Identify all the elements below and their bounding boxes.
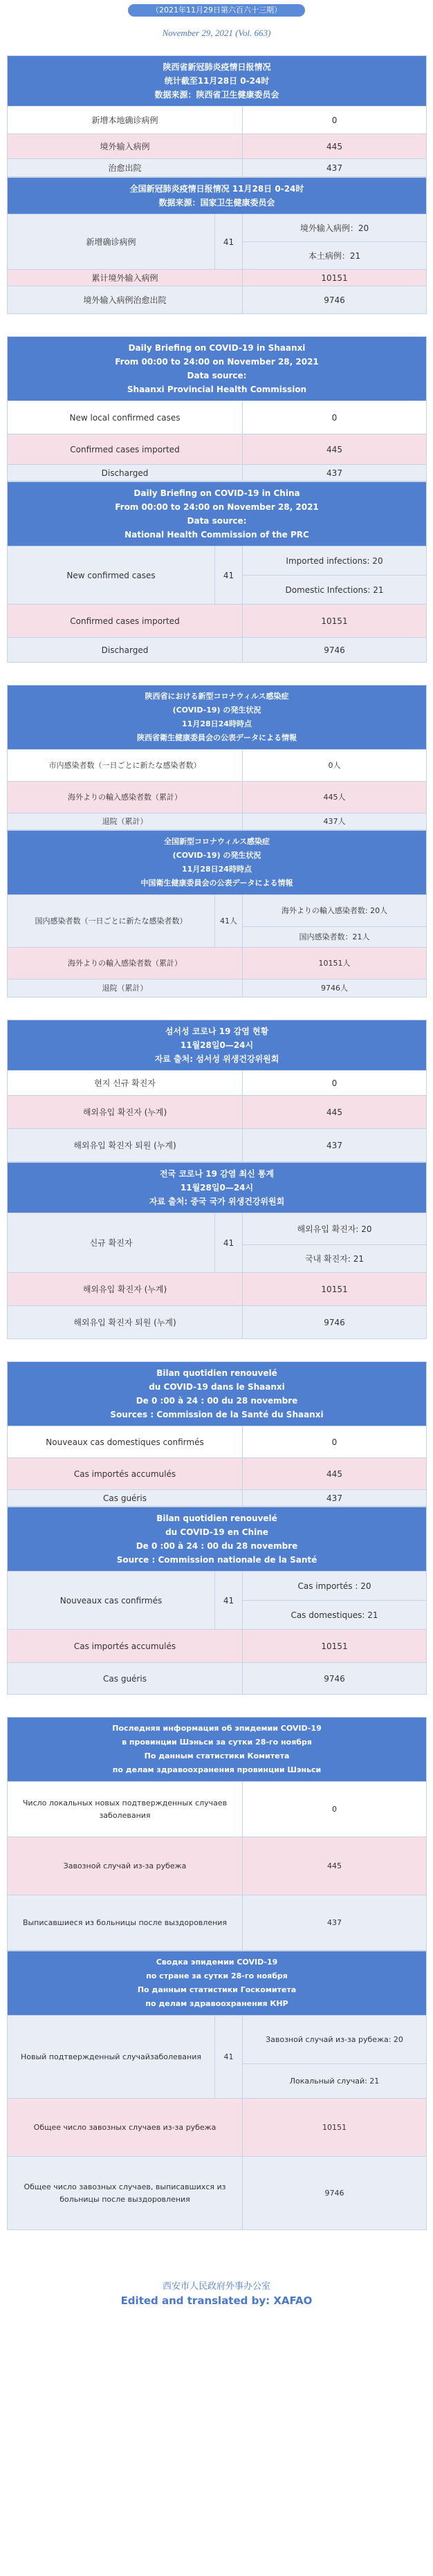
row-sub: Cas importés : 20 [243, 1572, 427, 1601]
row-label: Cas importés accumulés [8, 1458, 243, 1490]
row-label: 新增本地确诊病例 [8, 107, 243, 134]
row-value: 437 [243, 159, 427, 177]
row-sub: 国内感染者数：21人 [243, 927, 427, 948]
row-value: 10151 [243, 605, 427, 638]
table-header: Последняя информация об эпидемии COVID-19 в провинции Шэньси за сутки 28-го ноября По данным статистики Комитета по делам здравоохранения провинции Шэньси [8, 1718, 427, 1782]
row-sub: Cas domestiques: 21 [243, 1601, 427, 1630]
row-label: Confirmed cases imported [8, 605, 243, 638]
row-label: 해외유입 확진자 (누계) [8, 1273, 243, 1306]
row-value: 437 [243, 1490, 427, 1507]
row-value: 10151人 [243, 948, 427, 979]
row-label: 海外よりの輸入感染者数（累計） [8, 948, 243, 979]
row-sub: 海外よりの輸入感染者数: 20人 [243, 895, 427, 927]
table-header: 全国新型コロナウィルス感染症 (COVID-19) の発生状況 11月28日24時時点 中国衛生健康委員会の公表データによる情報 [8, 831, 427, 895]
china-table-fr [7, 1507, 427, 1695]
row-value: 9746 [243, 286, 427, 314]
shaanxi-table-en [7, 336, 427, 481]
row-label: 境外输入病例治愈出院 [8, 286, 243, 314]
shaanxi-table-ru [7, 1717, 427, 1951]
row-label: Общее число завозных случаев из-за рубежа [8, 2099, 243, 2157]
table-header: Daily Briefing on COVID-19 in Shaanxi From 00:00 to 24:00 on November 28, 2021 Data source: Shaanxi Provincial Health Commission [8, 337, 427, 401]
table-header: Daily Briefing on COVID-19 in China From 00:00 to 24:00 on November 28, 2021 Data source: National Health Commission of the PRC [8, 482, 427, 546]
footer-org: 西安市人民政府外事办公室 [162, 2281, 270, 2292]
row-value: 437人 [243, 813, 427, 830]
row-label: 해외유입 확진자 퇴원 (누계) [8, 1129, 243, 1162]
header [0, 0, 433, 55]
shaanxi-table-zh [7, 55, 427, 177]
row-value: 445 [243, 434, 427, 465]
row-label: Nouveaux cas confirmés [8, 1572, 215, 1630]
row-label: Число локальных новых подтвержденных случаев заболевания [8, 1782, 243, 1837]
section-english [7, 336, 426, 663]
table-header: 陕西省新冠肺炎疫情日报情况 统计截至11月28日 0-24时 数据来源：陕西省卫生健康委员会 [8, 56, 427, 107]
row-value: 0 [243, 1782, 427, 1837]
row-sub: 국내 확진자: 21 [243, 1245, 427, 1273]
row-label: New confirmed cases [8, 546, 215, 605]
row-total: 41 [215, 214, 243, 270]
china-table-en [7, 481, 427, 663]
row-sub: 境外输入病例：20 [243, 214, 427, 242]
row-value: 9746 [243, 1306, 427, 1339]
table-header: 전국 코로나 19 감염 최신 통계 11월28일0—24시 자료 출처: 중국 국가 위생건강위원회 [8, 1163, 427, 1213]
china-table-ja [7, 830, 427, 997]
row-label: Discharged [8, 465, 243, 481]
row-label: 해외유입 확진자 (누계) [8, 1096, 243, 1129]
row-total: 41 [215, 2016, 243, 2099]
shaanxi-table-ko [7, 1020, 427, 1162]
row-label: Cas guéris [8, 1663, 243, 1695]
table-header: Bilan quotidien renouvelé du COVID-19 dans le Shaanxi De 0 :00 à 24 : 00 du 28 novembre Sources : Commission de la Santé du Shaanxi [8, 1362, 427, 1426]
china-table-ru [7, 1951, 427, 2230]
row-value: 437 [243, 1895, 427, 1951]
row-label: 신규 확진자 [8, 1213, 215, 1273]
row-label: 新增确诊病例 [8, 214, 215, 270]
issue-date-badge: （2021年11月29日第六百六十三期） [128, 4, 305, 17]
row-label: Cas importés accumulés [8, 1630, 243, 1663]
row-label: 境外输入病例 [8, 134, 243, 159]
table-header: 섬서성 코로나 19 감염 현황 11월28일0—24시 자료 출처: 섬서성 위생건강위원회 [8, 1020, 427, 1071]
row-label: New local confirmed cases [8, 401, 243, 434]
row-value: 445 [243, 1837, 427, 1895]
section-japanese [7, 685, 426, 997]
row-label: 海外よりの輸入感染者数（累計） [8, 782, 243, 813]
row-sub: 本土病例：21 [243, 242, 427, 270]
row-label: 현지 신규 확진자 [8, 1071, 243, 1096]
row-sub: 해외유입 확진자: 20 [243, 1213, 427, 1245]
row-value: 0 [243, 1426, 427, 1458]
section-french [7, 1361, 426, 1695]
table-header: Bilan quotidien renouvelé du COVID-19 en Chine De 0 :00 à 24 : 00 du 28 novembre Source : Commission nationale de la Santé [8, 1507, 427, 1572]
section-korean [7, 1020, 426, 1339]
row-value: 445 [243, 1458, 427, 1490]
section-russian [7, 1717, 426, 2230]
row-value: 0 [243, 401, 427, 434]
footer-credit: Edited and translated by: XAFAO [120, 2294, 313, 2307]
footer [0, 2279, 433, 2307]
china-table-zh [7, 177, 427, 314]
issue-date-en: November 29, 2021 (Vol. 663) [162, 28, 271, 38]
row-value: 10151 [243, 270, 427, 286]
row-value: 445 [243, 1096, 427, 1129]
row-value: 0人 [243, 750, 427, 782]
row-value: 437 [243, 465, 427, 481]
row-value: 0 [243, 1071, 427, 1096]
row-value: 0 [243, 107, 427, 134]
row-label: 治愈出院 [8, 159, 243, 177]
row-sub: Domestic Infections: 21 [243, 576, 427, 605]
row-label: 国内感染者数（一日ごとに新たな感染者数） [8, 895, 215, 948]
row-label: Confirmed cases imported [8, 434, 243, 465]
row-value: 9746 [243, 1663, 427, 1695]
row-sub: Завозной случай из-за рубежа: 20 [243, 2016, 427, 2064]
row-sub: Imported infections: 20 [243, 546, 427, 576]
row-total: 41 [215, 546, 243, 605]
row-value: 9746 [243, 2157, 427, 2230]
row-label: Cas guéris [8, 1490, 243, 1507]
table-header: 陕西省における新型コロナウィルス感染症 (COVID-19) の発生状況 11月28日24時時点 陕西省衛生健康委員会の公表データによる情報 [8, 686, 427, 750]
row-label: 市内感染者数（一日ごとに新たな感染者数） [8, 750, 243, 782]
shaanxi-table-fr [7, 1361, 427, 1507]
table-header: Сводка эпидемии COVID-19 по стране за сутки 28-го ноября По данным статистики Госкомитета по делам здравоохранения КНР [8, 1951, 427, 2016]
row-value: 9746人 [243, 979, 427, 997]
row-label: Выписавшиеся из больницы после выздоровления [8, 1895, 243, 1951]
row-label: 退院（累計） [8, 979, 243, 997]
row-label: Общее число завозных случаев, выписавшихся из больницы после выздоровления [8, 2157, 243, 2230]
row-label: 退院（累計） [8, 813, 243, 830]
row-value: 445 [243, 134, 427, 159]
row-value: 445人 [243, 782, 427, 813]
row-label: 해외유입 확진자 퇴원 (누계) [8, 1306, 243, 1339]
row-total: 41 [215, 1213, 243, 1273]
row-label: Новый подтвержденный случайзаболевания [8, 2016, 215, 2099]
row-label: Завозной случай из-за рубежа [8, 1837, 243, 1895]
section-chinese [7, 55, 426, 314]
row-total: 41 [215, 1572, 243, 1630]
table-header: 全国新冠肺炎疫情日报情况 11月28日 0-24时 数据来源：国家卫生健康委员会 [8, 178, 427, 214]
row-total: 41人 [215, 895, 243, 948]
row-sub: Локальный случай: 21 [243, 2064, 427, 2099]
shaanxi-table-ja [7, 685, 427, 830]
row-value: 10151 [243, 1630, 427, 1663]
row-value: 10151 [243, 1273, 427, 1306]
row-value: 437 [243, 1129, 427, 1162]
row-value: 10151 [243, 2099, 427, 2157]
china-table-ko [7, 1162, 427, 1339]
row-label: Nouveaux cas domestiques confirmés [8, 1426, 243, 1458]
row-value: 9746 [243, 638, 427, 663]
row-label: Discharged [8, 638, 243, 663]
row-label: 累计境外输入病例 [8, 270, 243, 286]
